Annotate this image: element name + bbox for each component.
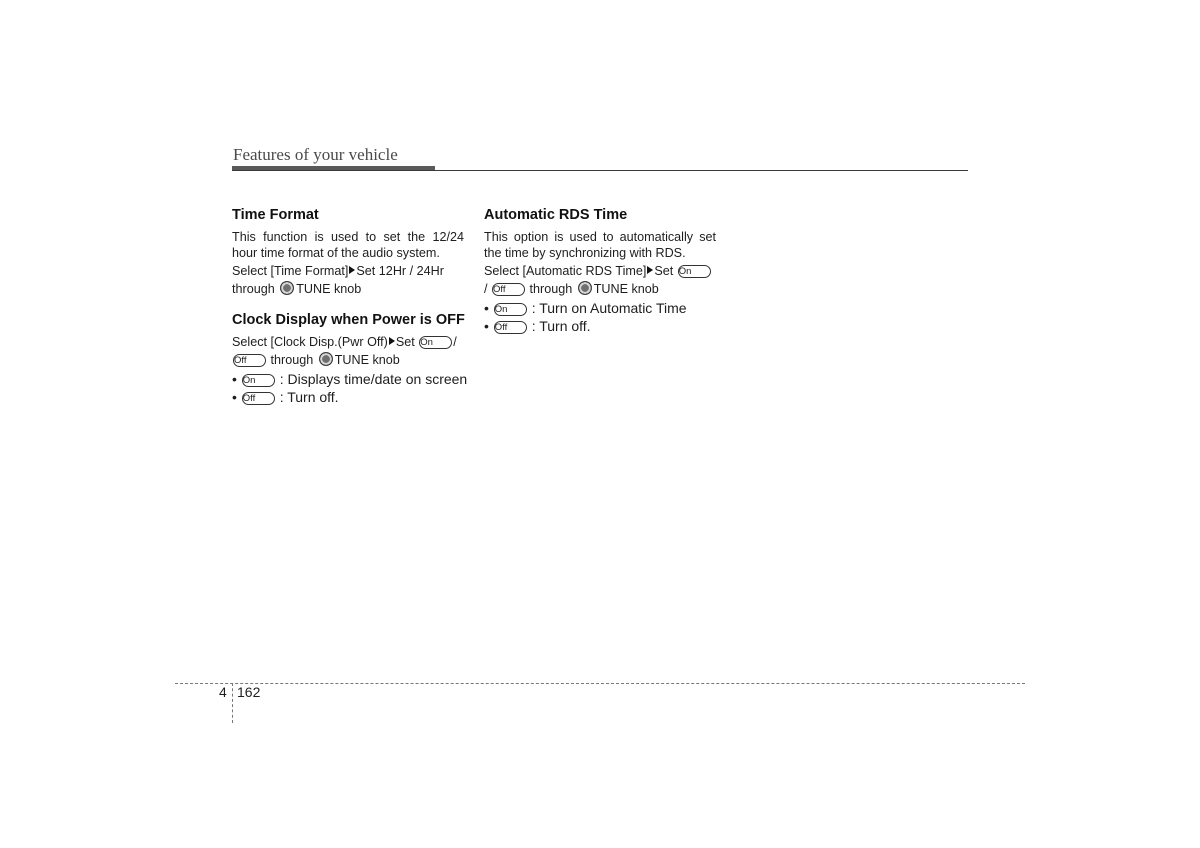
bullet-off: • Off : Turn off. bbox=[484, 318, 591, 334]
bullet-off-text: : Turn off. bbox=[531, 318, 591, 334]
knob-label: TUNE knob bbox=[334, 353, 400, 367]
time-format-knob-line bbox=[232, 281, 464, 297]
clock-display-instruction bbox=[232, 334, 464, 350]
automatic-rds-section bbox=[484, 206, 716, 335]
chapter-number: 4 bbox=[219, 684, 227, 700]
automatic-rds-knob-line bbox=[484, 281, 716, 297]
right-column bbox=[484, 206, 716, 335]
knob-label: TUNE knob bbox=[593, 282, 659, 296]
set-label: Set bbox=[654, 264, 674, 278]
slash: / bbox=[484, 282, 488, 296]
clock-display-knob-line bbox=[232, 352, 464, 368]
off-button-icon: Off bbox=[242, 392, 275, 405]
bullet-on-text: : Displays time/date on screen bbox=[279, 371, 468, 387]
on-button-icon: On bbox=[242, 374, 275, 387]
tune-knob-icon bbox=[280, 281, 294, 295]
through-label: through bbox=[529, 282, 573, 296]
play-arrow-icon bbox=[647, 266, 653, 274]
on-button-icon: On bbox=[678, 265, 711, 278]
clock-display-section bbox=[232, 311, 468, 406]
select-label: Select [Automatic RDS Time] bbox=[484, 264, 647, 278]
automatic-rds-heading: Automatic RDS Time bbox=[484, 207, 628, 223]
play-arrow-icon bbox=[389, 337, 395, 345]
through-label: through bbox=[270, 353, 314, 367]
knob-label: TUNE knob bbox=[296, 282, 362, 296]
off-button-icon: Off bbox=[233, 354, 266, 367]
bullet-off: • Off : Turn off. bbox=[232, 389, 339, 405]
off-button-icon: Off bbox=[494, 321, 527, 334]
tune-knob-icon bbox=[578, 281, 592, 295]
set-options: Set 12Hr / 24Hr bbox=[356, 264, 444, 278]
clock-display-heading: Clock Display when Power is OFF bbox=[232, 312, 465, 328]
time-format-section bbox=[232, 206, 464, 297]
bullet-off-text: : Turn off. bbox=[279, 389, 339, 405]
set-label: Set bbox=[395, 335, 415, 349]
select-label: Select [Time Format] bbox=[232, 264, 349, 278]
time-format-heading: Time Format bbox=[232, 207, 319, 223]
footer-divider bbox=[232, 683, 233, 723]
automatic-rds-instruction bbox=[484, 263, 716, 279]
bullet-on: • On : Displays time/date on screen bbox=[232, 371, 468, 387]
header-rule bbox=[232, 170, 968, 171]
off-button-icon: Off bbox=[492, 283, 525, 296]
bullet-on: • On : Turn on Automatic Time bbox=[484, 300, 687, 316]
on-button-icon: On bbox=[494, 303, 527, 316]
select-label: Select [Clock Disp.(Pwr Off) bbox=[232, 335, 388, 349]
tune-knob-icon bbox=[319, 352, 333, 366]
page-number: 162 bbox=[237, 684, 261, 700]
automatic-rds-description: This option is used to automatically set the time by synchronizing with RDS. bbox=[484, 230, 716, 260]
time-format-description: This function is used to set the 12/24 hour time format of the audio system. bbox=[232, 230, 464, 260]
time-format-instruction bbox=[232, 263, 464, 279]
bullet-on-text: : Turn on Automatic Time bbox=[531, 300, 687, 316]
page-header-title: Features of your vehicle bbox=[233, 145, 398, 164]
play-arrow-icon bbox=[349, 266, 355, 274]
slash: / bbox=[453, 335, 457, 349]
left-column bbox=[232, 206, 468, 406]
through-label: through bbox=[232, 282, 275, 296]
footer-rule bbox=[175, 683, 1025, 684]
on-button-icon: On bbox=[419, 336, 452, 349]
